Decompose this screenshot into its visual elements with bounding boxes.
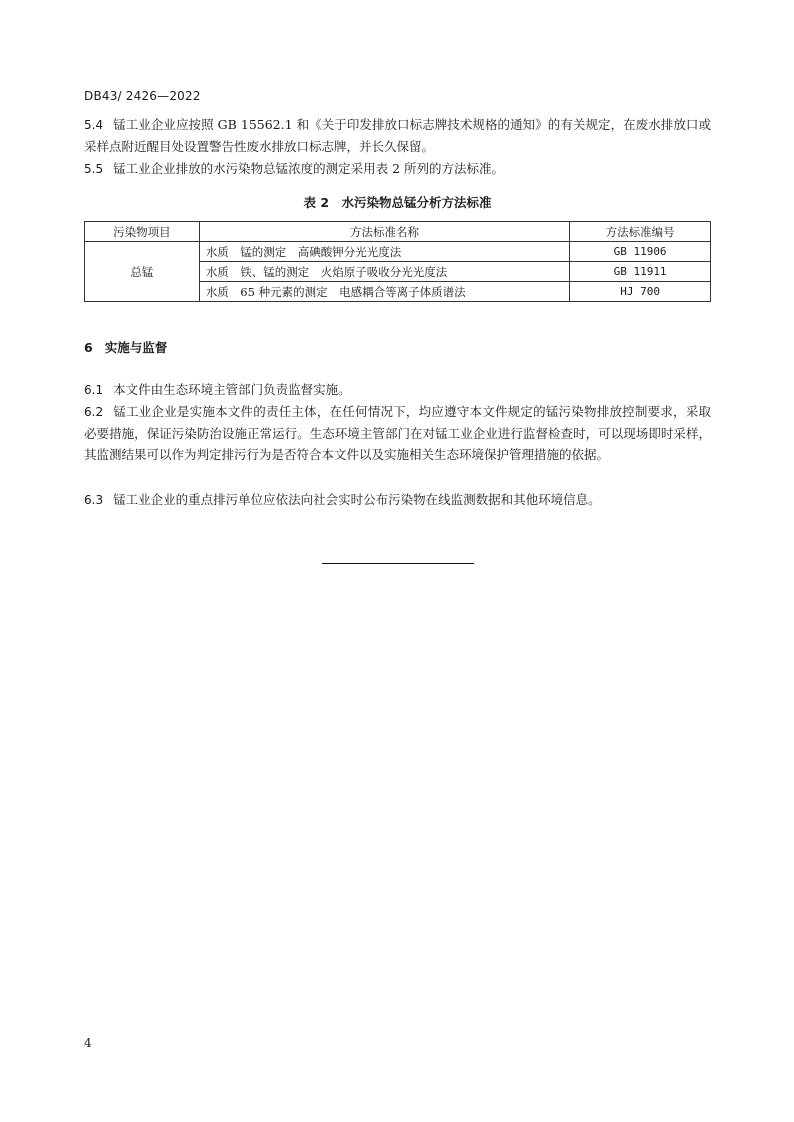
clause-number: 6.3 <box>84 493 104 507</box>
method-code-cell: GB 11906 <box>570 242 711 262</box>
clause-text: 锰工业企业是实施本文件的责任主体，在任何情况下，均应遵守本文件规定的锰污染物排放控制要求，采取必要措施，保证污染防治设施正常运行。生态环境主管部门在对锰工业企业进行监督检查时，可以现场即时采样，其监测结果可以作为判定排污行为是否符合本文件以及实施相关生态环境保护管理措施的依据。 <box>84 404 711 462</box>
clause-text: 锰工业企业应按照 GB 15562.1 和《关于印发排放口标志牌技术规格的通知》的有关规定，在废水排放口或采样点附近醒目处设置警告性废水排放口标志牌，并长久保留。 <box>84 117 711 154</box>
method-name-cell: 水质 铁、锰的测定 火焰原子吸收分光光度法 <box>199 262 569 282</box>
clause-text: 本文件由生态环境主管部门负责监督实施。 <box>113 382 351 397</box>
clause-number: 5.5 <box>84 162 104 176</box>
table-row <box>85 242 711 262</box>
clause-5-4 <box>84 114 711 157</box>
clause-number: 5.4 <box>84 118 104 132</box>
clause-number: 6.1 <box>84 383 104 397</box>
method-name-cell: 水质 锰的测定 高碘酸钾分光光度法 <box>199 242 569 262</box>
column-header-method-code: 方法标准编号 <box>570 222 711 242</box>
clause-text: 锰工业企业的重点排污单位应依法向社会实时公布污染物在线监测数据和其他环境信息。 <box>113 492 601 507</box>
column-header-method-name: 方法标准名称 <box>199 222 569 242</box>
pollutant-cell: 总锰 <box>85 242 200 302</box>
clause-5-5 <box>84 158 711 180</box>
end-of-document-rule <box>322 563 474 564</box>
clause-6-3 <box>84 489 711 511</box>
table-title: 表 2 水污染物总锰分析方法标准 <box>303 195 492 210</box>
page-number: 4 <box>84 1036 92 1050</box>
section-number: 6 <box>84 340 93 355</box>
section-title: 实施与监督 <box>104 340 168 355</box>
method-name-cell: 水质 65 种元素的测定 电感耦合等离子体质谱法 <box>199 282 569 302</box>
method-standards-table <box>84 221 711 302</box>
column-header-pollutant: 污染物项目 <box>85 222 200 242</box>
section-heading <box>84 338 167 356</box>
method-code-cell: HJ 700 <box>570 282 711 302</box>
clause-6-1 <box>84 379 711 401</box>
clause-number: 6.2 <box>84 405 104 419</box>
table-header-row <box>85 222 711 242</box>
clause-6-2 <box>84 401 711 465</box>
method-code-cell: GB 11911 <box>570 262 711 282</box>
document-code: DB43/ 2426—2022 <box>84 89 201 103</box>
clause-text: 锰工业企业排放的水污染物总锰浓度的测定采用表 2 所列的方法标准。 <box>113 161 504 176</box>
